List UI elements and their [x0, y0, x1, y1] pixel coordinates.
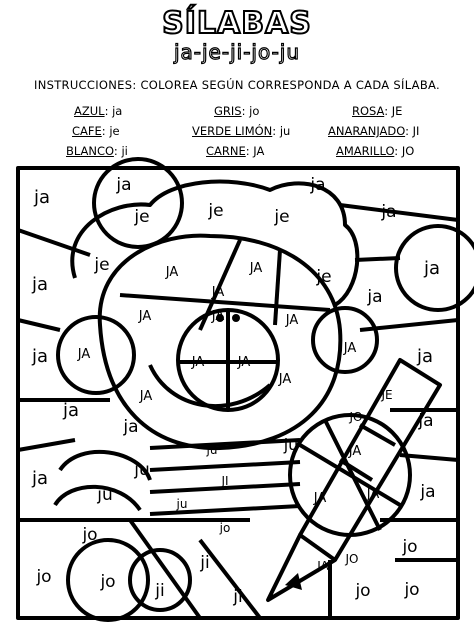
- region-label-ja-left-3: ja: [62, 400, 80, 421]
- region-label-ji-3: ji: [233, 587, 243, 607]
- legend-color: ROSA: [352, 104, 385, 118]
- region-label-ju-2: ju: [283, 435, 299, 454]
- region-label-JA-hat-2: JA: [249, 261, 263, 276]
- region-label-JA-face-1: JA: [285, 313, 299, 328]
- region-label-JA-cheek-2: JA: [278, 372, 292, 387]
- region-label-JA-ball-3: JA: [366, 487, 380, 502]
- legend-item-blanco: BLANCO: ji: [66, 144, 128, 158]
- region-label-JE-pencil: JE: [381, 388, 393, 402]
- legend-color: GRIS: [214, 104, 242, 118]
- region-label-ji-2: ji: [155, 581, 165, 601]
- region-label-ja-right-1: ja: [367, 287, 383, 307]
- page-title: SÍLABAS: [162, 6, 312, 41]
- region-label-JA-ball-2: JA: [313, 491, 327, 506]
- smile-shape: [150, 365, 270, 406]
- region-label-ja-top-right-2: ja: [381, 202, 397, 222]
- region-label-ji-1: ji: [200, 553, 210, 573]
- left-ear-shape: [58, 317, 134, 393]
- region-label-je-hair-2: je: [274, 207, 290, 227]
- region-label-JA-hat-4: JA: [138, 309, 152, 324]
- legend-item-anaranjado: ANARANJADO: JI: [328, 124, 420, 138]
- legend-syllable: jo: [249, 104, 260, 118]
- region-label-jo-5: jo: [100, 572, 116, 592]
- region-label-ja-right-3: ja: [418, 411, 434, 431]
- region-label-jo-3: jo: [402, 537, 418, 557]
- region-label-JA-nose-2: JA: [237, 355, 251, 370]
- legend-item-azul: AZUL: ja: [74, 104, 123, 118]
- region-label-je-hair-1: je: [208, 201, 224, 221]
- region-label-ju-3: ju: [134, 460, 150, 480]
- region-label-ja-right-4: ja: [420, 482, 436, 502]
- region-label-jo-1: jo: [82, 525, 98, 545]
- region-label-jo-7: jo: [355, 581, 371, 601]
- legend-color: VERDE LIMÓN: [192, 124, 273, 138]
- region-label-je-hair-4: je: [316, 267, 332, 287]
- legend-syllable: JO: [401, 144, 415, 158]
- legend-syllable: je: [109, 124, 120, 138]
- region-label-je-hair-3: je: [94, 255, 110, 275]
- region-label-ju-4: ju: [97, 485, 113, 505]
- region-label-ja-top-right-1: ja: [310, 175, 326, 195]
- region-label-je-circle: je: [134, 207, 150, 227]
- region-label-JA-face-2: JA: [211, 309, 225, 324]
- region-label-JA-ball-1: JA: [348, 444, 362, 459]
- region-label-jo-6: jo: [404, 580, 420, 600]
- region-label-JA-hat-3: JA: [211, 285, 225, 300]
- legend-syllable: ju: [279, 124, 291, 138]
- legend-color: AZUL: [74, 104, 105, 118]
- region-label-JI-shirt: JI: [221, 474, 229, 488]
- legend-color: ANARANJADO: [328, 124, 406, 138]
- page-subtitle: ja-je-ji-jo-ju: [173, 40, 301, 64]
- region-label-ja-left-1: ja: [31, 274, 49, 295]
- legend-syllable: JE: [391, 104, 403, 118]
- right-ear-shape: [313, 308, 377, 372]
- region-label-JA-cheek-1: JA: [139, 389, 153, 404]
- legend-item-gris: GRIS: jo: [214, 104, 260, 118]
- region-label-JO-pencil-3: JO: [345, 552, 359, 566]
- legend-syllable: ja: [112, 104, 123, 118]
- region-label-ju-1: ju: [206, 443, 218, 457]
- region-label-ja-top-circle: ja: [116, 175, 132, 195]
- region-label-JO-pencil-1: JO: [349, 410, 363, 424]
- legend-color: CAFE: [72, 124, 102, 138]
- region-label-JA-pencil-2: JA: [317, 559, 329, 573]
- legend-syllable: ji: [121, 144, 128, 158]
- region-label-ja-left-4: ja: [123, 417, 139, 437]
- region-label-ja-sun: ja: [423, 258, 441, 279]
- region-label-JA-ear-right: JA: [343, 341, 357, 356]
- region-label-jo-4: jo: [36, 567, 52, 587]
- legend-syllable: JI: [412, 124, 420, 138]
- legend-color: BLANCO: [66, 144, 114, 158]
- region-label-JA-ear-left: JA: [77, 347, 91, 362]
- region-label-ja-left-5: ja: [31, 468, 49, 489]
- legend-item-cafe: CAFE: je: [72, 124, 120, 138]
- legend-syllable: JA: [253, 144, 265, 158]
- right-eye: [232, 314, 240, 322]
- legend-item-verde-limon: VERDE LIMÓN: ju: [192, 124, 291, 138]
- instructions: INSTRUCCIONES: COLOREA SEGÚN CORRESPONDA A CADA SÍLABA.: [34, 78, 440, 92]
- legend-item-rosa: ROSA: JE: [352, 104, 403, 118]
- region-label-ja-left-2: ja: [31, 346, 49, 367]
- legend-item-carne: CARNE: JA: [206, 144, 265, 158]
- legend-item-amarillo: AMARILLO: JO: [336, 144, 415, 158]
- region-label-JA-hat-1: JA: [165, 265, 179, 280]
- region-label-ja-right-2: ja: [416, 346, 434, 367]
- region-label-JA-nose-1: JA: [191, 355, 205, 370]
- legend-color: AMARILLO: [336, 144, 395, 158]
- region-label-jo-2: jo: [219, 521, 231, 535]
- region-label-ja-top-left: ja: [33, 187, 51, 208]
- legend-color: CARNE: [206, 144, 246, 158]
- region-label-ju-5: ju: [176, 497, 188, 511]
